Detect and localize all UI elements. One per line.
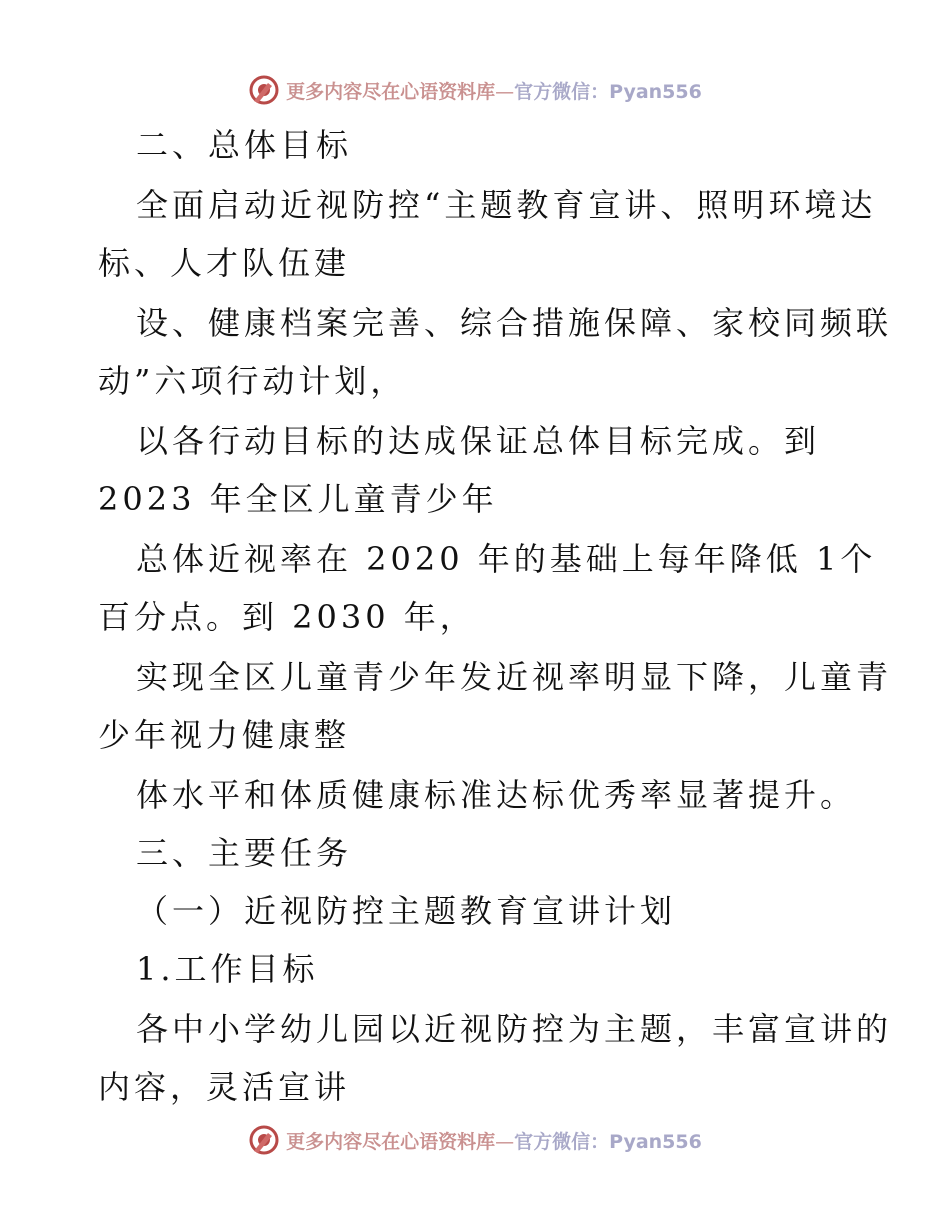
watermark-group xyxy=(248,1124,702,1156)
paragraph-line: 设、健康档案完善、综合措施保障、家校同频联 xyxy=(136,304,893,342)
watermark-text xyxy=(286,1127,702,1154)
watermark-site-text: 更多内容尽在心语资料库 xyxy=(286,1130,496,1153)
paragraph-line: 总体近视率在 2020 年的基础上每年降低 1个 xyxy=(136,540,877,578)
paragraph-line: 内容，灵活宣讲 xyxy=(98,1068,351,1106)
watermark-text xyxy=(286,77,702,104)
watermark-wechat-id: Pyan556 xyxy=(609,1130,702,1153)
paragraph-line: 动”六项行动计划， xyxy=(98,362,407,400)
subsection-heading: （一）近视防控主题教育宣讲计划 xyxy=(136,892,677,930)
paragraph-line: 全面启动近视防控“主题教育宣讲、照明环境达 xyxy=(136,186,877,224)
section-heading-main-tasks: 三、主要任务 xyxy=(136,834,353,872)
paragraph-line: 百分点。到 2030 年， xyxy=(98,598,476,636)
paragraph-line: 实现全区儿童青少年发近视率明显下降，儿童青 xyxy=(136,658,893,696)
paragraph-line: 以各行动目标的达成保证总体目标完成。到 xyxy=(136,422,821,460)
pen-logo-icon xyxy=(248,1124,280,1156)
paragraph-line: 2023 年全区儿童青少年 xyxy=(98,480,498,518)
header-watermark xyxy=(0,70,950,110)
section-heading-overall-goal: 二、总体目标 xyxy=(136,126,353,164)
watermark-separator: — xyxy=(495,80,515,103)
watermark-site-text: 更多内容尽在心语资料库 xyxy=(286,80,496,103)
pen-logo-icon xyxy=(248,74,280,106)
item-heading: 1.工作目标 xyxy=(136,950,319,988)
watermark-group xyxy=(248,74,702,106)
paragraph-line: 标、人才队伍建 xyxy=(98,244,351,282)
watermark-wechat-label: 官方微信： xyxy=(514,1130,610,1153)
watermark-separator: — xyxy=(495,1130,515,1153)
paragraph-line: 体水平和体质健康标准达标优秀率显著提升。 xyxy=(136,776,857,814)
paragraph-line: 各中小学幼儿园以近视防控为主题，丰富宣讲的 xyxy=(136,1010,893,1048)
paragraph-line: 少年视力健康整 xyxy=(98,716,351,754)
watermark-wechat-id: Pyan556 xyxy=(609,80,702,103)
watermark-wechat-label: 官方微信： xyxy=(514,80,610,103)
footer-watermark xyxy=(0,1120,950,1160)
